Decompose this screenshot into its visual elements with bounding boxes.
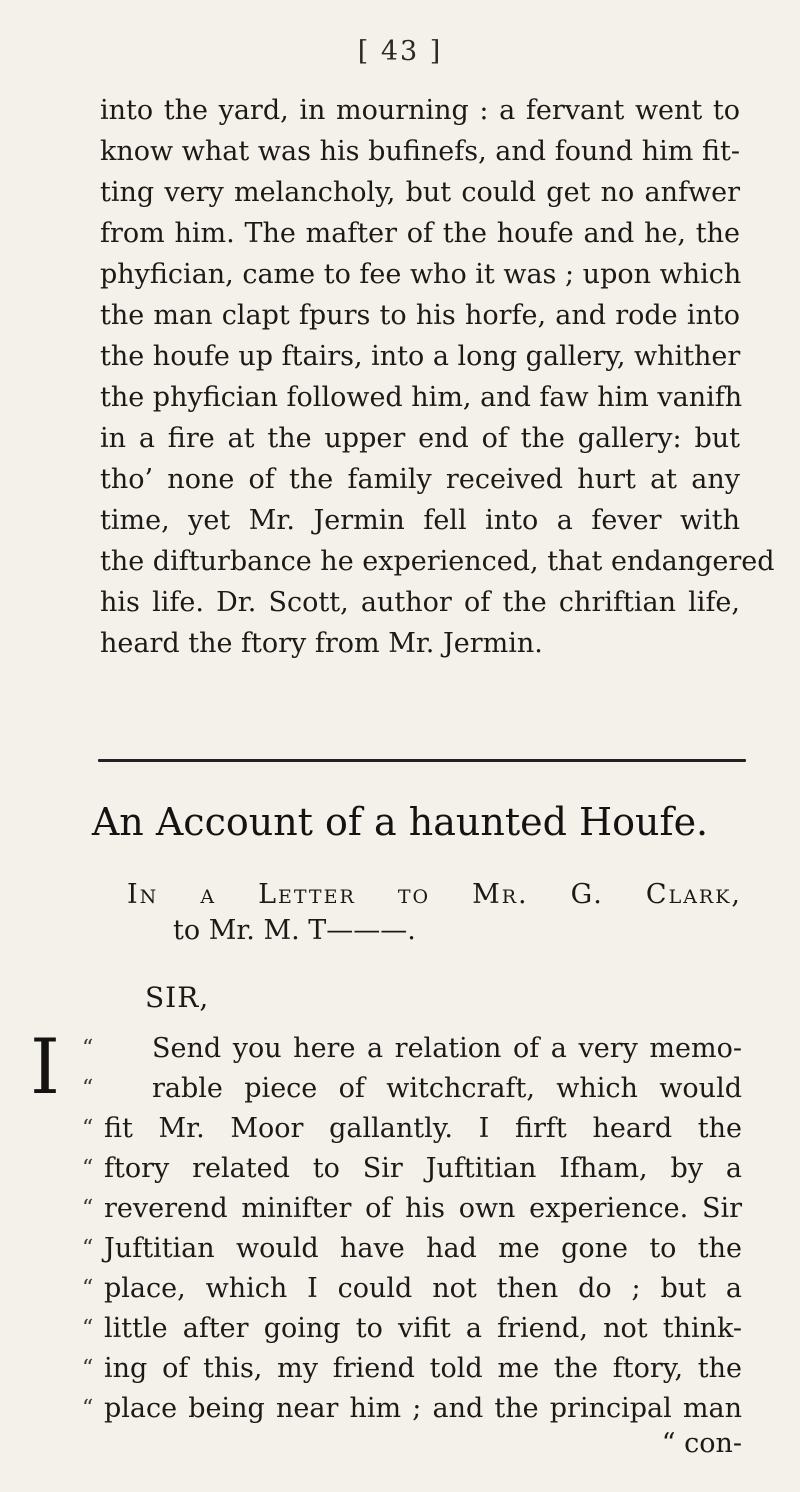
letter-line-text: place, which I could not then do ; but a bbox=[104, 1273, 742, 1304]
paragraph-line: from him. The mafter of the houfe and he, the bbox=[100, 218, 740, 249]
quote-mark: “ bbox=[82, 1036, 94, 1061]
letter-line bbox=[82, 1149, 742, 1189]
quote-mark: “ bbox=[82, 1396, 94, 1421]
section-divider bbox=[98, 759, 746, 762]
letter-line-text: rable piece of witchcraft, which would bbox=[152, 1073, 742, 1104]
letter-line bbox=[82, 1389, 742, 1429]
letter-line bbox=[82, 1309, 742, 1349]
paragraph-line: time, yet Mr. Jermin fell into a fever with bbox=[100, 505, 740, 536]
letter-line-text: Send you here a relation of a very memo- bbox=[152, 1033, 742, 1064]
letter-body bbox=[82, 1029, 742, 1429]
salutation: SIR, bbox=[145, 981, 210, 1014]
paragraph-line: the difturbance he experienced, that endangered bbox=[100, 546, 775, 577]
page-number: [ 43 ] bbox=[357, 36, 443, 67]
letter-line-text: fit Mr. Moor gallantly. I firft heard the bbox=[104, 1113, 742, 1144]
section-subtitle-line-2: to Mr. M. T———. bbox=[173, 915, 416, 946]
paragraph-line: into the yard, in mourning : a fervant went to bbox=[100, 95, 740, 126]
letter-line-text: ftory related to Sir Juftitian Ifham, by a bbox=[104, 1153, 742, 1184]
letter-line bbox=[82, 1109, 742, 1149]
letter-line-text: little after going to vifit a friend, not think- bbox=[104, 1313, 742, 1344]
quote-mark: “ bbox=[82, 1156, 94, 1181]
letter-line-text: place being near him ; and the principal man bbox=[104, 1393, 742, 1424]
quote-mark: “ bbox=[82, 1276, 94, 1301]
drop-cap: I bbox=[30, 1022, 61, 1111]
letter-line bbox=[82, 1069, 742, 1109]
opening-paragraph bbox=[100, 90, 775, 664]
paragraph-line: know what was his bufinefs, and found him fit- bbox=[100, 136, 740, 167]
letter-line bbox=[82, 1229, 742, 1269]
section-subtitle: In a Letter to Mr. G. Clark, bbox=[127, 879, 742, 910]
paragraph-line: phyfician, came to fee who it was ; upon which bbox=[100, 259, 742, 290]
section-title: An Account of a haunted Houfe. bbox=[91, 800, 709, 844]
letter-line-text: reverend minifter of his own experience. Sir bbox=[104, 1193, 742, 1224]
paragraph-line: the phyfician followed him, and faw him vanifh bbox=[100, 382, 743, 413]
quote-mark: “ bbox=[82, 1356, 94, 1381]
paragraph-line: the man clapt fpurs to his horfe, and rode into bbox=[100, 300, 740, 331]
letter-line bbox=[82, 1029, 742, 1069]
letter-line-text: Juftitian would have had me gone to the bbox=[104, 1233, 742, 1264]
letter-line bbox=[82, 1269, 742, 1309]
quote-mark: “ bbox=[82, 1316, 94, 1341]
letter-line bbox=[82, 1189, 742, 1229]
quote-mark: “ bbox=[82, 1076, 94, 1101]
paragraph-line: his life. Dr. Scott, author of the chriftian life, bbox=[100, 587, 740, 618]
paragraph-line: tho’ none of the family received hurt at any bbox=[100, 464, 740, 495]
paragraph-line: in a fire at the upper end of the gallery: but bbox=[100, 423, 740, 454]
quote-mark: “ bbox=[82, 1196, 94, 1221]
paragraph-line: heard the ftory from Mr. Jermin. bbox=[100, 628, 543, 659]
quote-mark: “ bbox=[82, 1236, 94, 1261]
letter-line-text: ing of this, my friend told me the ftory, the bbox=[104, 1353, 742, 1384]
quote-mark: “ bbox=[82, 1116, 94, 1141]
catchword: “ con- bbox=[661, 1428, 742, 1459]
paragraph-line: ting very melancholy, but could get no anfwer bbox=[100, 177, 740, 208]
paragraph-line: the houfe up ftairs, into a long gallery, whither bbox=[100, 341, 741, 372]
letter-line bbox=[82, 1349, 742, 1389]
